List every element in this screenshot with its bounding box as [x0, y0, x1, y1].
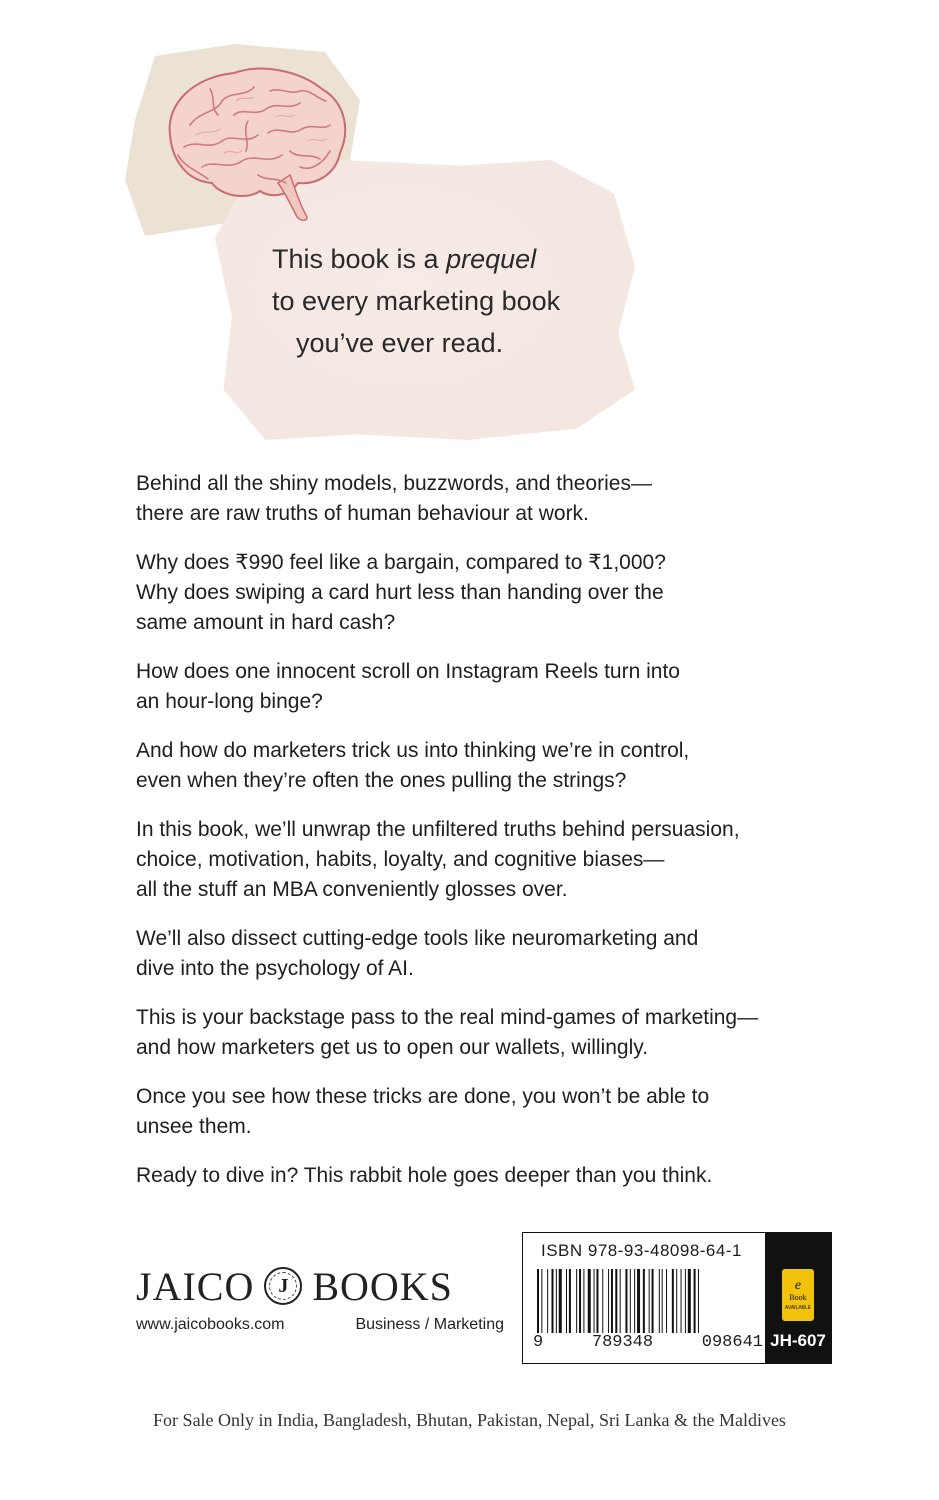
- barcode-bar: [630, 1269, 631, 1333]
- publisher-seal-icon: J: [264, 1267, 302, 1305]
- publisher-block: [136, 1262, 516, 1352]
- tagline-line-2: to every marketing book: [272, 286, 561, 316]
- brain-illustration: [150, 55, 360, 225]
- barcode-bar: [576, 1269, 577, 1333]
- blurb-paragraph: Ready to dive in? This rabbit hole goes deeper than you think.: [136, 1164, 713, 1187]
- barcode-bar: [594, 1269, 595, 1333]
- barcode-bar: [643, 1269, 645, 1333]
- publisher-name-left: JAICO: [136, 1263, 255, 1309]
- barcode-bar: [559, 1269, 562, 1333]
- barcode-bar: [681, 1269, 682, 1333]
- barcode-bar: [685, 1269, 686, 1333]
- ebook-available-icon: e Book AVAILABLE: [782, 1269, 814, 1321]
- barcode-bar: [566, 1269, 567, 1333]
- blurb-paragraph: Why does ₹990 feel like a bargain, compared to ₹1,000? Why does swiping a card hurt less than handing over the same amount in hard cash?: [136, 551, 666, 634]
- publisher-meta: [136, 1316, 504, 1334]
- barcode-bar: [579, 1269, 581, 1333]
- barcode-bar: [611, 1269, 613, 1333]
- barcode-bar: [583, 1269, 584, 1333]
- catalog-strip: [765, 1233, 831, 1363]
- barcode-bar: [588, 1269, 591, 1333]
- barcode-bar: [688, 1269, 691, 1333]
- barcode-bar: [620, 1269, 621, 1333]
- tagline-line-1: This book is a prequel: [272, 244, 537, 274]
- barcode: [533, 1269, 763, 1333]
- barcode-bar: [552, 1269, 554, 1333]
- book-category: Business / Marketing: [355, 1316, 504, 1333]
- blurb-paragraph: How does one innocent scroll on Instagram Reels turn into an hour-long binge?: [136, 660, 680, 713]
- tagline-line-3: you’ve ever read.: [296, 328, 504, 358]
- barcode-bar: [672, 1269, 674, 1333]
- barcode-bar: [547, 1269, 548, 1333]
- publisher-logo: [136, 1262, 516, 1310]
- blurb-paragraph: And how do marketers trick us into thinking we’re in control, even when they’re often the ones pulling the strings?: [136, 739, 690, 792]
- tagline-emphasis: prequel: [446, 244, 537, 274]
- barcode-bar: [637, 1269, 640, 1333]
- barcode-bar: [676, 1269, 677, 1333]
- barcode-bar: [569, 1269, 571, 1333]
- blurb-paragraph: This is your backstage pass to the real mind-games of marketing— and how marketers get us to open our wallets, willingly.: [136, 1006, 759, 1059]
- blurb-paragraph: We’ll also dissect cutting-edge tools like neuromarketing and dive into the psychology of AI.: [136, 927, 699, 980]
- barcode-bar: [634, 1269, 635, 1333]
- barcode-bar: [615, 1269, 617, 1333]
- barcode-bar: [625, 1269, 627, 1333]
- barcode-bar: [662, 1269, 663, 1333]
- barcode-bar: [649, 1269, 650, 1333]
- blurb-paragraph: In this book, we’ll unwrap the unfiltered truths behind persuasion, choice, motivation, habits, loyalty, and cognitive biases— all the stuff an MBA conveniently glosses over.: [136, 818, 740, 901]
- barcode-bar: [608, 1269, 609, 1333]
- blurb-paragraph: Once you see how these tricks are done, you won’t be able to unsee them.: [136, 1085, 710, 1138]
- barcode-bar: [666, 1269, 667, 1333]
- tagline: [272, 238, 560, 364]
- sale-territory-note: For Sale Only in India, Bangladesh, Bhutan, Pakistan, Nepal, Sri Lanka & the Maldives: [153, 1410, 786, 1430]
- barcode-bar: [556, 1269, 557, 1333]
- blurb: [136, 469, 856, 1210]
- barcode-bar: [541, 1269, 542, 1333]
- isbn-barcode-box: [522, 1232, 832, 1364]
- isbn-digits: 9 789348 098641: [533, 1333, 763, 1352]
- publisher-url[interactable]: www.jaicobooks.com: [136, 1316, 285, 1333]
- barcode-bar: [537, 1269, 539, 1333]
- barcode-bar: [602, 1269, 603, 1333]
- catalog-code: JH-607: [770, 1331, 826, 1350]
- barcode-bar: [659, 1269, 660, 1333]
- barcode-bar: [694, 1269, 696, 1333]
- barcode-bar: [698, 1269, 699, 1333]
- blurb-paragraph: Behind all the shiny models, buzzwords, and theories— there are raw truths of human behaviour at work.: [136, 472, 652, 525]
- barcode-bar: [596, 1269, 598, 1333]
- isbn-label: ISBN 978-93-48098-64-1: [541, 1241, 742, 1260]
- barcode-bar: [652, 1269, 654, 1333]
- publisher-name-right: BOOKS: [312, 1263, 453, 1309]
